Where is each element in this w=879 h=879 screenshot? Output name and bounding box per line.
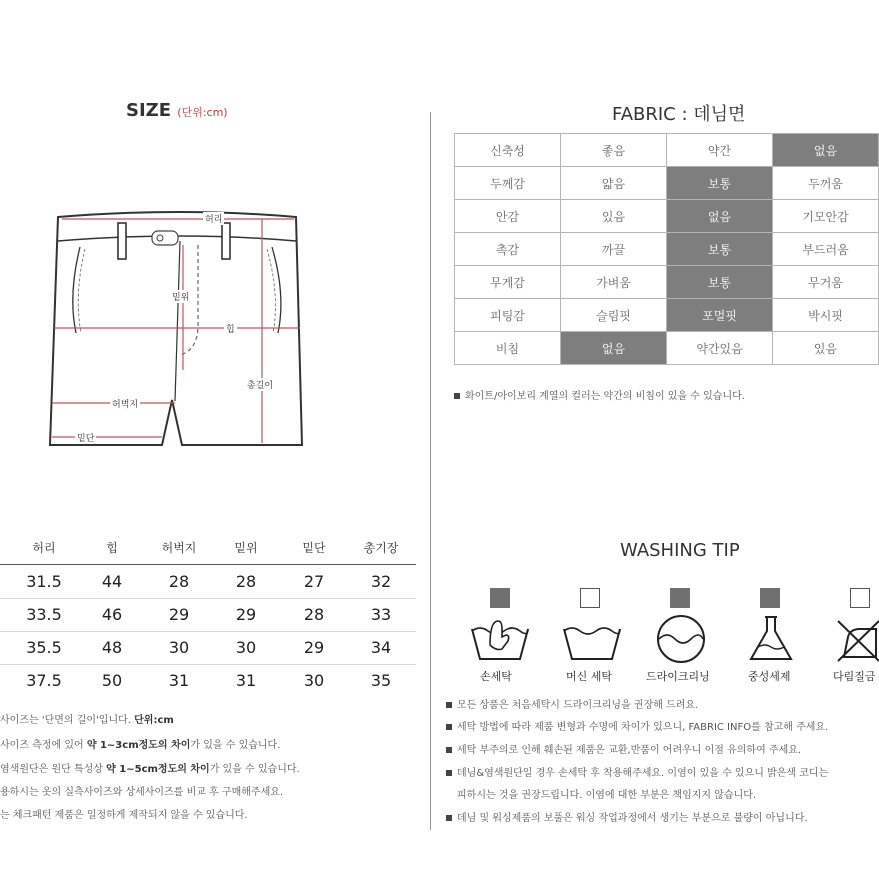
size-cell: 37.5 [26, 671, 62, 690]
fabric-option: 약간 [667, 134, 773, 167]
fabric-row [455, 266, 879, 299]
size-col-header: 힙 [106, 541, 118, 555]
size-cell: 30 [235, 638, 257, 657]
washing-note: 세탁 방법에 따라 제품 변형과 수명에 차이가 있으니, FABRIC INFO를 참고해 주세요. [446, 718, 828, 733]
label-rise: 밑위 [172, 290, 189, 303]
size-cell: 29 [235, 605, 257, 624]
no-iron-checkbox [850, 588, 870, 608]
size-cell: 27 [303, 572, 325, 591]
size-cell: 30 [303, 671, 325, 690]
washing-note: 데님&염색원단일 경우 손세탁 후 착용해주세요. 이염이 있을 수 있으니 밝은색 코디는 [446, 764, 828, 779]
size-cell: 35 [370, 671, 392, 690]
dry-clean-checkbox [670, 588, 690, 608]
no-iron-label: 다림질금 [833, 670, 876, 683]
size-cell: 31 [168, 671, 190, 690]
dry-clean-icon [655, 613, 707, 665]
washing-note: 세탁 부주의로 인해 훼손된 제품은 교환,반품이 어려우니 이점 유의하여 주세요. [446, 741, 801, 756]
fabric-row [455, 299, 879, 332]
waist-button [152, 231, 178, 245]
belt-loop-left [118, 223, 126, 259]
fabric-option: 박시핏 [773, 299, 879, 332]
size-cell: 50 [101, 671, 123, 690]
size-cell: 30 [168, 638, 190, 657]
size-note: 사이즈는 '단면의 길이'입니다. 단위:cm [0, 715, 174, 726]
size-cell: 31 [235, 671, 257, 690]
fabric-option: 두꺼움 [773, 167, 879, 200]
size-col-header: 허벅지 [161, 541, 197, 555]
size-cell: 28 [303, 605, 325, 624]
size-row-divider [0, 664, 416, 665]
fabric-note: 화이트/아이보리 계열의 컬러는 약간의 비침이 있을 수 있습니다. [454, 387, 745, 402]
fabric-table [454, 133, 879, 365]
fabric-title: FABRIC : 데님면 [612, 104, 746, 125]
fabric-option: 부드러움 [773, 233, 879, 266]
size-col-header: 밑위 [234, 541, 258, 555]
fabric-attribute: 촉감 [455, 233, 561, 266]
size-col-header: 허리 [32, 541, 56, 555]
size-cell: 35.5 [26, 638, 62, 657]
fabric-option: 보통 [667, 167, 773, 200]
size-header-divider [0, 564, 416, 565]
shorts-diagram [40, 205, 320, 455]
size-row-divider [0, 598, 416, 599]
machine-wash-checkbox [580, 588, 600, 608]
fabric-option: 까끌 [561, 233, 667, 266]
size-cell: 28 [235, 572, 257, 591]
size-col-header: 밑단 [302, 541, 326, 555]
hand-wash-icon [468, 615, 532, 661]
fabric-row [455, 332, 879, 365]
size-title-text: SIZE [126, 100, 172, 121]
label-length: 총길이 [247, 378, 273, 391]
size-cell: 29 [168, 605, 190, 624]
dry-clean-label: 드라이크리닝 [646, 670, 710, 683]
size-note: 염색원단은 원단 특성상 약 1~5cm정도의 차이가 있을 수 있습니다. [0, 764, 300, 775]
fabric-option: 기모안감 [773, 200, 879, 233]
size-cell: 29 [303, 638, 325, 657]
neutral-detergent-label: 중성세제 [748, 670, 791, 683]
fabric-attribute: 피팅감 [455, 299, 561, 332]
label-waist: 허리 [203, 212, 224, 225]
fabric-option: 보통 [667, 266, 773, 299]
fabric-option: 가벼움 [561, 266, 667, 299]
fabric-option: 있음 [773, 332, 879, 365]
label-thigh: 허벅지 [110, 397, 140, 410]
fabric-option: 좋음 [561, 134, 667, 167]
size-cell: 44 [101, 572, 123, 591]
size-title [126, 100, 228, 121]
size-cell: 48 [101, 638, 123, 657]
fabric-attribute: 안감 [455, 200, 561, 233]
size-cell: 33.5 [26, 605, 62, 624]
belt-loop-right [222, 223, 230, 259]
washing-note: 모든 상품은 처음세탁시 드라이크리닝을 권장해 드려요. [446, 696, 698, 711]
fabric-option: 없음 [667, 200, 773, 233]
size-cell: 46 [101, 605, 123, 624]
machine-wash-icon [560, 615, 624, 661]
fabric-attribute: 두께감 [455, 167, 561, 200]
fabric-option: 없음 [561, 332, 667, 365]
size-row-divider [0, 631, 416, 632]
size-cell: 33 [370, 605, 392, 624]
section-divider [430, 112, 431, 830]
label-hem: 밑단 [75, 431, 96, 444]
fabric-row [455, 200, 879, 233]
hand-wash-label: 손세탁 [480, 670, 512, 683]
size-cell: 31.5 [26, 572, 62, 591]
label-hip: 힙 [224, 322, 237, 335]
size-col-header: 총기장 [363, 541, 399, 555]
size-cell: 32 [370, 572, 392, 591]
washing-title: WASHING TIP [620, 540, 740, 561]
fabric-attribute: 신축성 [455, 134, 561, 167]
fabric-option: 포멀핏 [667, 299, 773, 332]
washing-note: 데님 및 워싱제품의 보풀은 워싱 작업과정에서 생기는 부분으로 불량이 아닙니다. [446, 809, 808, 824]
fabric-option: 무거움 [773, 266, 879, 299]
fabric-option: 보통 [667, 233, 773, 266]
washing-note: 피하시는 것을 권장드립니다. 이염에 대한 부분은 책임지지 않습니다. [457, 790, 757, 801]
fabric-option: 슬림핏 [561, 299, 667, 332]
size-unit: (단위:cm) [177, 106, 228, 119]
size-note: 는 체크패턴 제품은 일정하게 제작되지 않을 수 있습니다. [0, 810, 248, 821]
size-cell: 28 [168, 572, 190, 591]
fabric-row [455, 167, 879, 200]
fabric-attribute: 비침 [455, 332, 561, 365]
size-note: 사이즈 측정에 있어 약 1~3cm정도의 차이가 있을 수 있습니다. [0, 740, 281, 751]
machine-wash-label: 머신 세탁 [566, 670, 613, 683]
neutral-detergent-checkbox [760, 588, 780, 608]
fabric-option: 있음 [561, 200, 667, 233]
fabric-attribute: 무게감 [455, 266, 561, 299]
hand-wash-checkbox [490, 588, 510, 608]
fabric-option: 없음 [773, 134, 879, 167]
fabric-row [455, 134, 879, 167]
fabric-option: 약간있음 [667, 332, 773, 365]
neutral-detergent-icon [747, 613, 795, 663]
no-iron-icon [836, 617, 879, 663]
size-note: 용하시는 옷의 실측사이즈와 상세사이즈를 비교 후 구매해주세요. [0, 787, 284, 798]
fabric-row [455, 233, 879, 266]
size-cell: 34 [370, 638, 392, 657]
fabric-option: 얇음 [561, 167, 667, 200]
